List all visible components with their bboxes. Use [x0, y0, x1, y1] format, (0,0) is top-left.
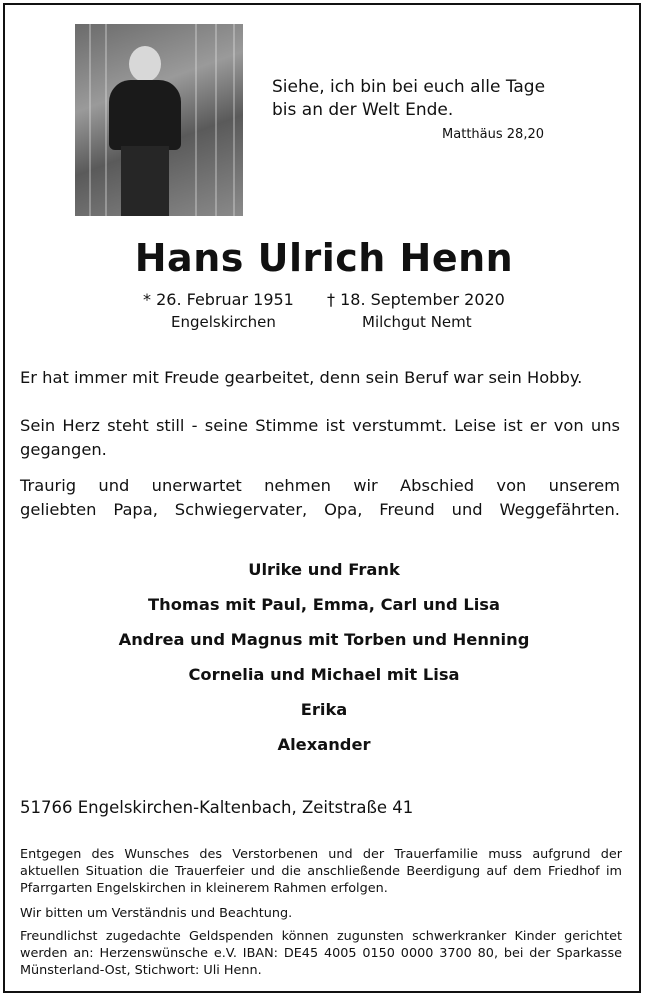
- birth-place: Engelskirchen: [171, 313, 276, 331]
- quote-reference: Matthäus 28,20: [442, 127, 544, 142]
- mourners-list: [0, 560, 648, 770]
- death-date: † 18. September 2020: [327, 290, 505, 309]
- person-body: [109, 80, 181, 150]
- farewell-line-2: geliebten Papa, Schwiegervater, Opa, Freund und Weggefährten.: [20, 500, 620, 519]
- death-place: Milchgut Nemt: [362, 313, 472, 331]
- mourner-line: Alexander: [277, 735, 371, 754]
- paragraph-work: Er hat immer mit Freude gearbeitet, denn sein Beruf war sein Hobby.: [20, 368, 583, 387]
- understanding-note: Wir bitten um Verständnis und Beachtung.: [20, 906, 293, 921]
- funeral-note: Entgegen des Wunsches des Verstorbenen und der Trauerfamilie muss aufgrund der aktuellen Situation die Trauerfeier und die anschließende Beerdigung auf dem Friedhof im Pfarrgarten Engelskirchen in kleinerem Rahmen erfolgen.: [20, 847, 622, 896]
- mourner-line: Andrea und Magnus mit Torben und Henning: [118, 630, 530, 649]
- portrait-photo: [75, 24, 243, 216]
- family-address: 51766 Engelskirchen-Kaltenbach, Zeitstraße 41: [20, 798, 414, 817]
- quote-line-2: bis an der Welt Ende.: [272, 100, 454, 120]
- farewell-line-1: Traurig und unerwartet nehmen wir Abschied von unserem: [20, 476, 620, 495]
- quote-line-1: Siehe, ich bin bei euch alle Tage: [272, 77, 546, 97]
- person-legs: [121, 146, 169, 216]
- mourner-line: Thomas mit Paul, Emma, Carl und Lisa: [148, 595, 500, 614]
- mourner-line: Ulrike und Frank: [248, 560, 400, 579]
- person-head: [129, 46, 161, 82]
- deceased-name: Hans Ulrich Henn: [134, 236, 514, 280]
- mourner-line: Erika: [300, 700, 348, 719]
- birth-date: * 26. Februar 1951: [143, 290, 294, 309]
- paragraph-heart: Sein Herz steht still - seine Stimme ist verstummt. Leise ist er von uns gegangen.: [20, 416, 620, 459]
- paragraph-farewell: [20, 474, 620, 522]
- bible-quote: [272, 76, 552, 122]
- donation-note: Freundlichst zugedachte Geldspenden können zugunsten schwerkranker Kinder gerichtet werden an: Herzenswünsche e.V. IBAN: DE45 4005 0150 0000 3700 80, bei der Sparkasse Münsterland-Ost, Stichwort: Uli Henn.: [20, 929, 622, 978]
- mourner-line: Cornelia und Michael mit Lisa: [188, 665, 460, 684]
